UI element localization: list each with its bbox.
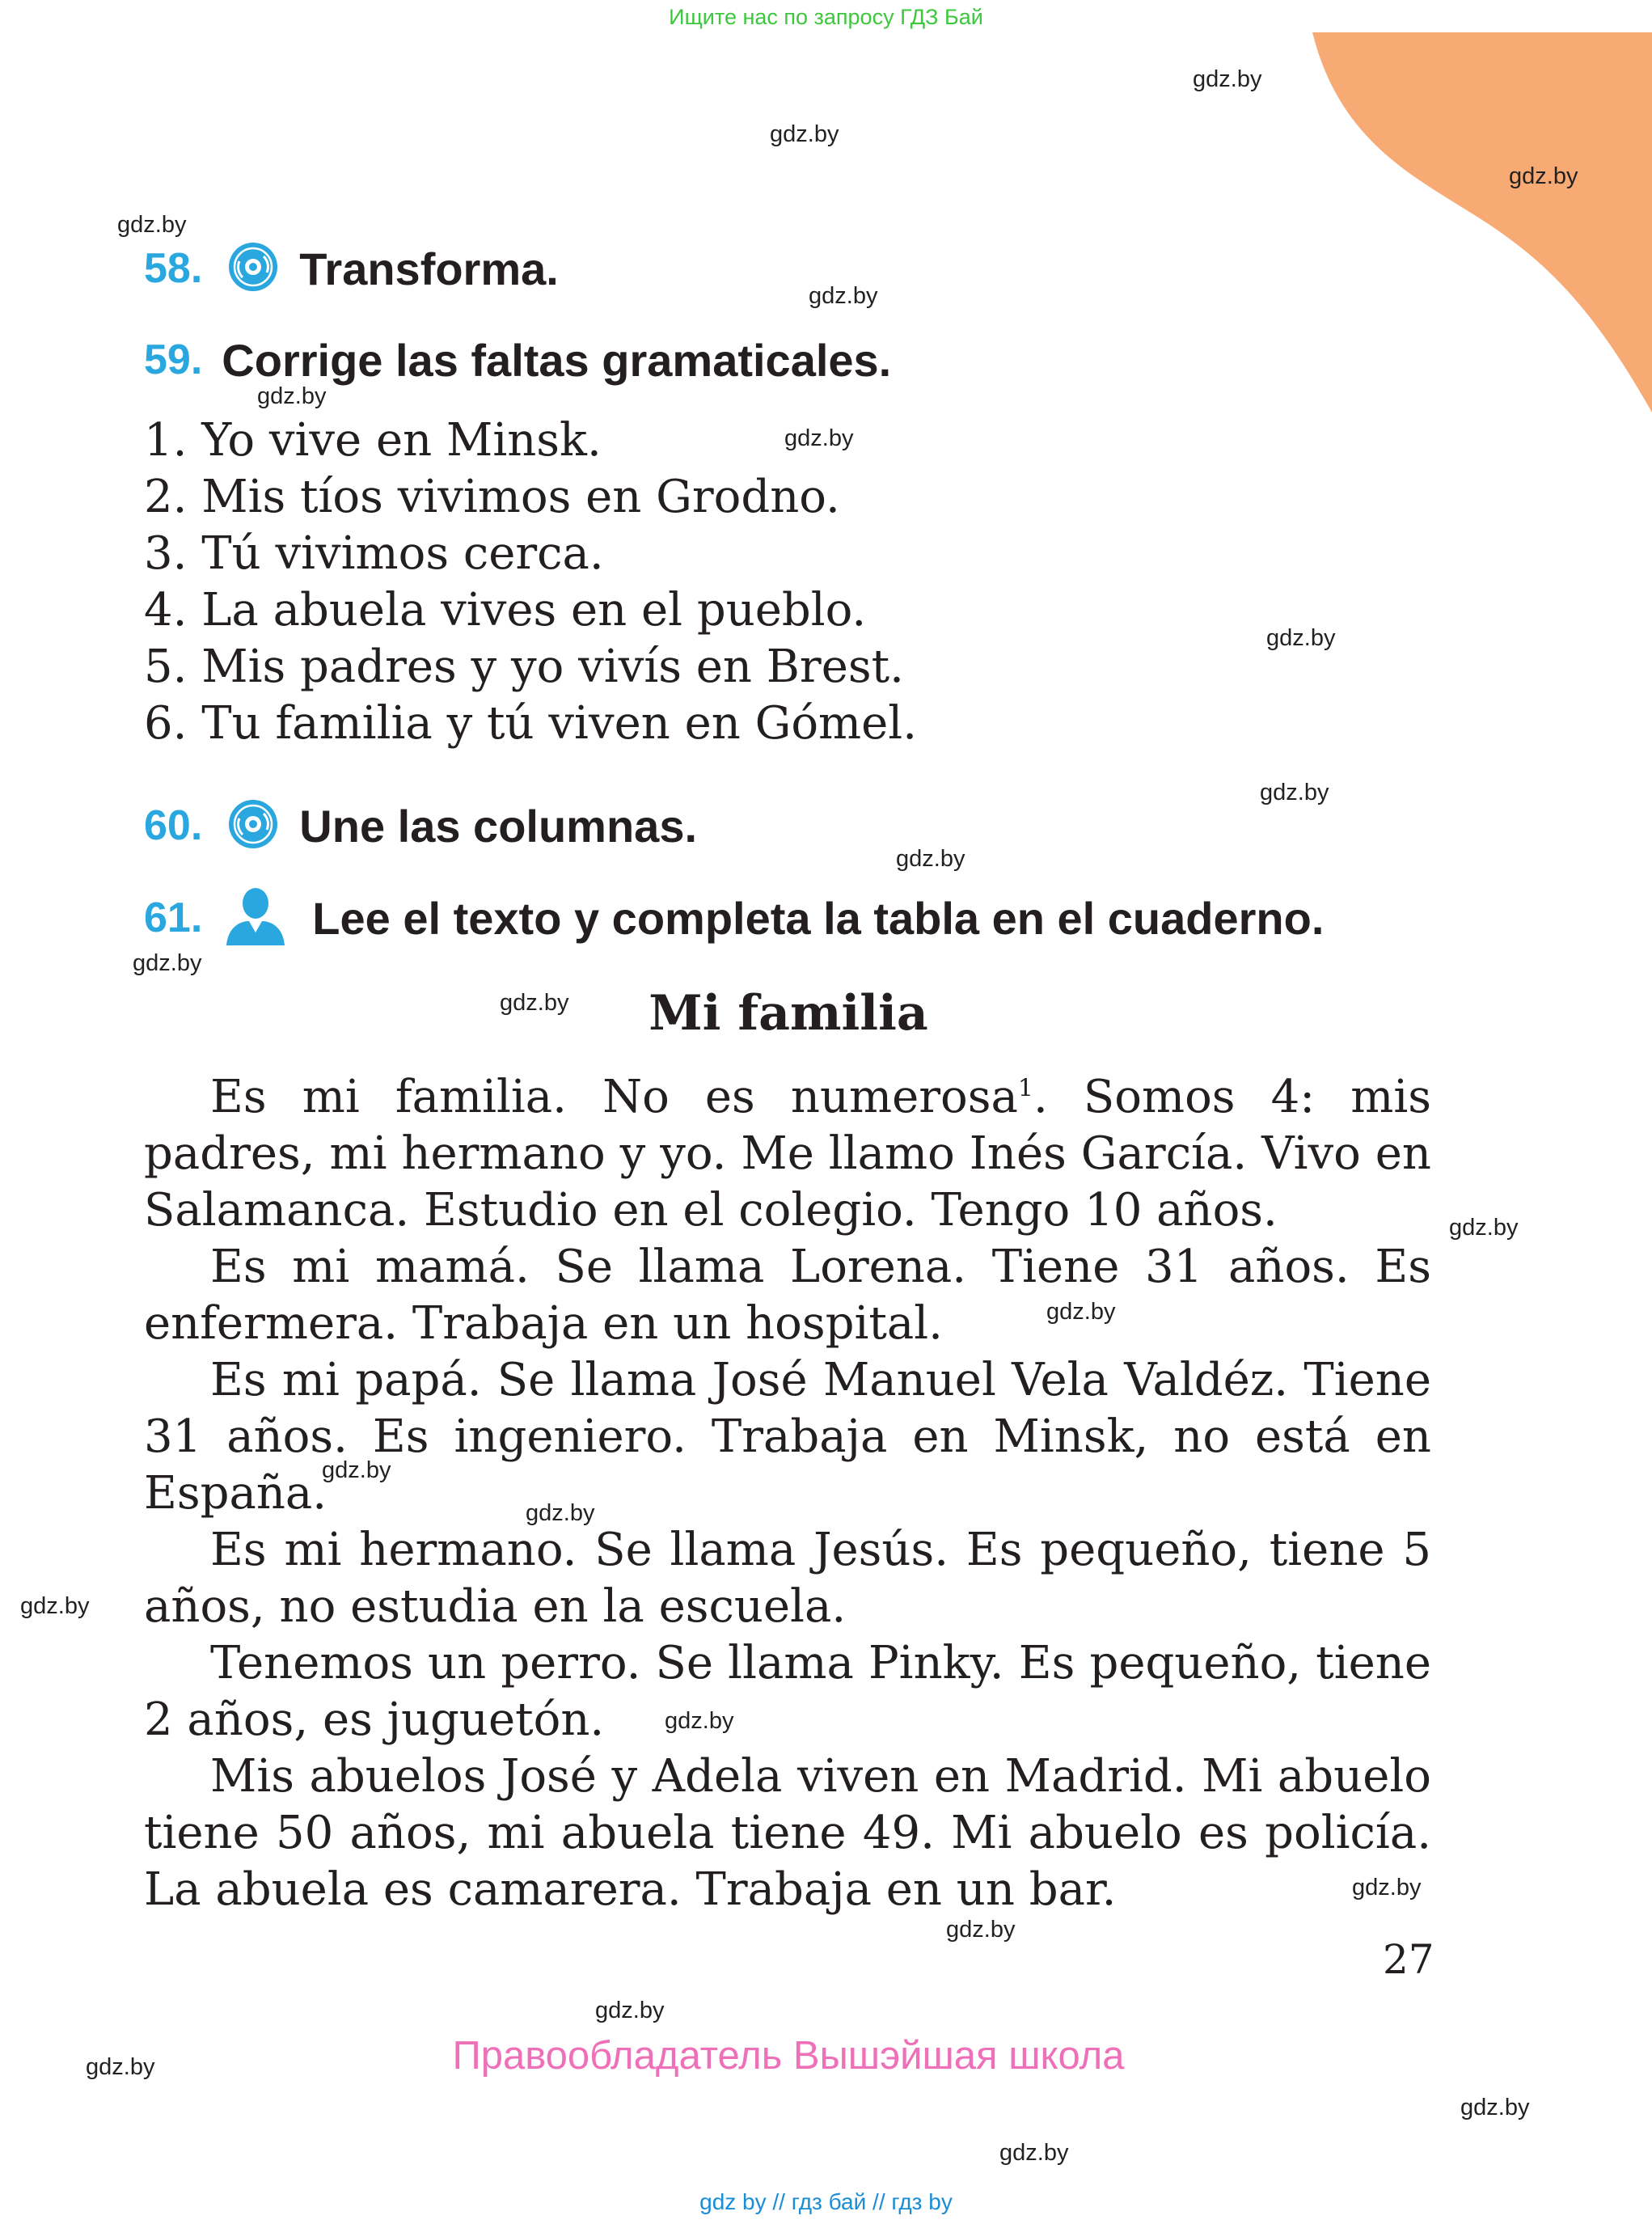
story-paragraph: Es mi papá. Se llama José Manuel Vela Valdéz. Tiene 31 años. Es ingeniero. Trabaja en Minsk, no está en España.	[144, 1354, 1431, 1520]
watermark: gdz.by	[526, 1500, 595, 1526]
watermark: gdz.by	[20, 1593, 90, 1619]
page-number: 27	[1383, 1936, 1434, 1983]
watermark: gdz.by	[117, 212, 187, 238]
watermark: gdz.by	[896, 846, 965, 872]
story-paragraph	[144, 1069, 1431, 1239]
watermark: gdz.by	[946, 1917, 1016, 1943]
watermark: gdz.by	[1509, 163, 1578, 189]
watermark: gdz.by	[1193, 66, 1262, 92]
exercise-number: 60.	[144, 802, 203, 849]
watermark: gdz.by	[770, 121, 839, 147]
story-text	[144, 1069, 1431, 1918]
exercise-58	[144, 232, 559, 305]
footnote-mark: 1	[1017, 1074, 1033, 1103]
exercise-59	[144, 323, 891, 396]
corrections-list	[144, 412, 917, 752]
list-item: 2. Mis tíos vivimos en Grodno.	[144, 471, 840, 523]
list-item: 4. La abuela vives en el pueblo.	[144, 584, 867, 636]
watermark: gdz.by	[595, 1998, 665, 2023]
story-title: Mi familia	[649, 985, 928, 1042]
watermark: gdz.by	[1460, 2095, 1530, 2120]
watermark: gdz.by	[86, 2054, 155, 2080]
watermark: gdz.by	[999, 2140, 1069, 2166]
watermark: gdz.by	[500, 990, 569, 1016]
watermark: gdz.by	[1046, 1299, 1116, 1325]
list-item: 1. Yo vive en Minsk.	[144, 414, 602, 467]
watermark: gdz.by	[133, 950, 202, 976]
watermark: gdz.by	[257, 383, 327, 409]
exercise-title: Transforma.	[299, 243, 559, 294]
watermark: gdz.by	[1449, 1215, 1519, 1241]
top-banner: Ищите нас по запросу ГДЗ Бай	[669, 5, 983, 29]
story-paragraph: Tenemos un perro. Se llama Pinky. Es pequeño, tiene 2 años, es juguetón.	[144, 1637, 1431, 1746]
exercise-title: Lee el texto y completa la tabla en el cuaderno.	[312, 892, 1325, 944]
story-paragraph: Es mi hermano. Se llama Jesús. Es pequeño, tiene 5 años, no estudia en la escuela.	[144, 1524, 1431, 1633]
watermark: gdz.by	[809, 283, 878, 309]
exercise-61	[144, 882, 1324, 954]
audio-cd-icon	[226, 797, 280, 854]
copyright-notice: Правообладатель Вышэйшая школа	[452, 2034, 1125, 2078]
exercise-60	[144, 789, 697, 862]
watermark: gdz.by	[784, 425, 854, 451]
audio-cd-icon	[226, 240, 280, 297]
story-paragraph: Es mi mamá. Se llama Lorena. Tiene 31 años. Es enfermera. Trabaja en un hospital.	[144, 1241, 1431, 1350]
exercise-number: 61.	[144, 894, 203, 941]
exercise-title: Corrige las faltas gramaticales.	[222, 334, 892, 386]
footer-links[interactable]: gdz by // гдз бай // гдз by	[699, 2189, 953, 2214]
watermark: gdz.by	[1260, 780, 1329, 805]
paragraph-text: . Somos 4: mis padres, mi hermano y yo. Me llamo Inés García. Vivo en Salamanca. Estudio en el colegio. Tengo 10 años.	[144, 1071, 1431, 1237]
watermark: gdz.by	[322, 1457, 391, 1483]
exercise-number: 58.	[144, 245, 203, 292]
corner-decoration	[1312, 32, 1652, 412]
watermark: gdz.by	[1352, 1875, 1422, 1901]
person-icon	[223, 886, 288, 950]
exercise-number: 59.	[144, 336, 203, 383]
watermark: gdz.by	[1266, 625, 1336, 651]
list-item: 5. Mis padres y yo vivís en Brest.	[144, 641, 904, 693]
list-item: 3. Tú vivimos cerca.	[144, 527, 604, 580]
exercise-title: Une las columnas.	[299, 800, 698, 852]
paragraph-text: Es mi familia. No es numerosa	[210, 1071, 1018, 1123]
list-item: 6. Tu familia y tú viven en Gómel.	[144, 697, 917, 750]
story-paragraph: Mis abuelos José y Adela viven en Madrid. Mi abuelo tiene 50 años, mi abuela tiene 49. Mi abuelo es policía. La abuela es camarera. Trabaja en un bar.	[144, 1750, 1431, 1916]
watermark: gdz.by	[665, 1708, 734, 1734]
